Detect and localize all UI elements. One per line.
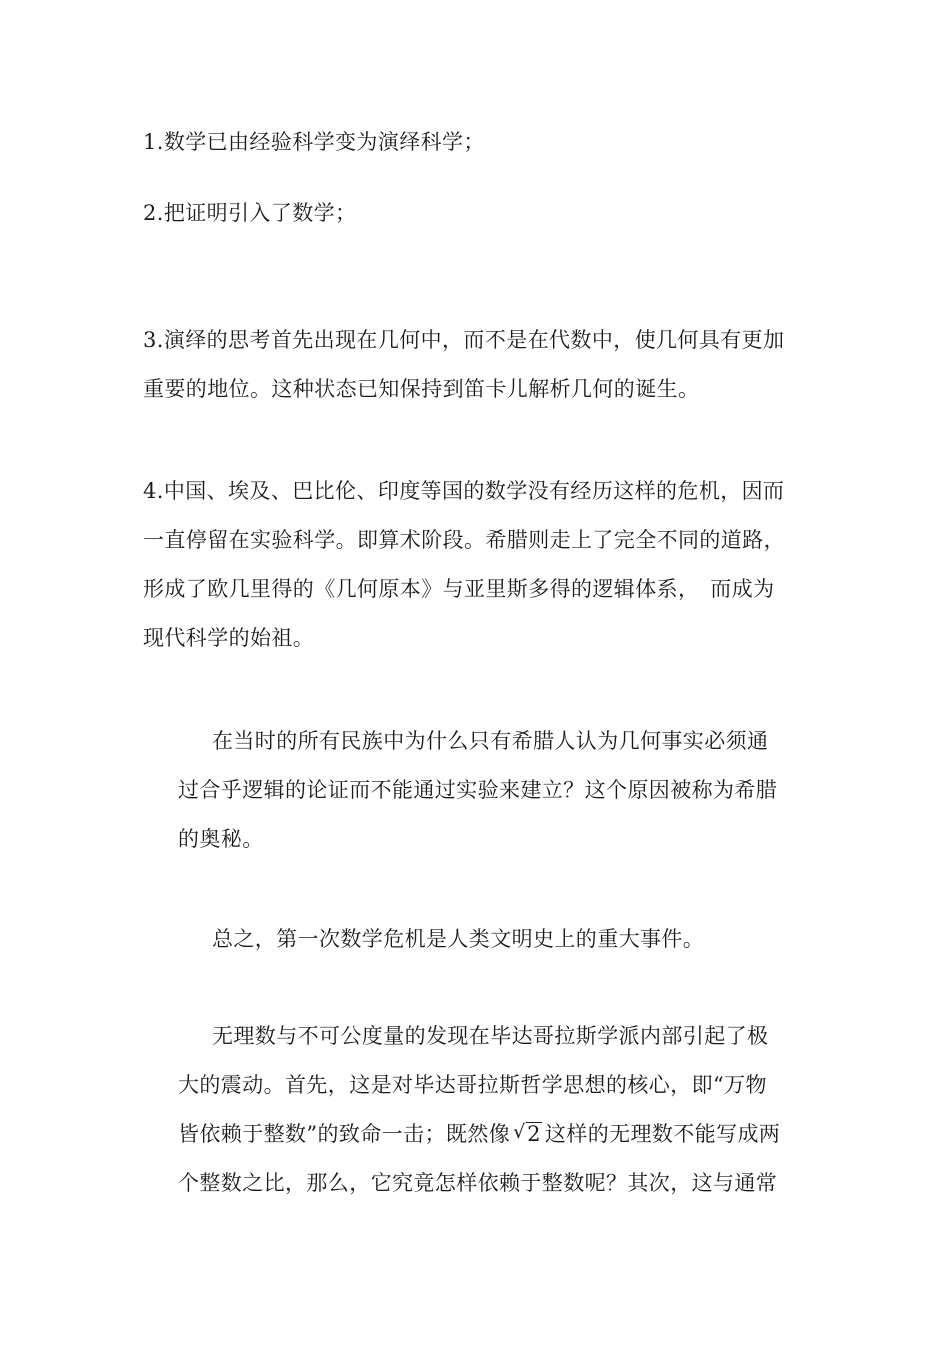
radical-sign-icon: √ xyxy=(513,1121,526,1143)
text-line: 现代科学的始祖。 xyxy=(143,626,315,650)
text-line: 无理数与不可公度量的发现在毕达哥拉斯学派内部引起了极 xyxy=(212,1024,769,1048)
text-line: 1.数学已由经验科学变为演绎科学； xyxy=(143,130,485,154)
text-line: 过合乎逻辑的论证而不能通过实验来建立？这个原因被称为希腊 xyxy=(178,778,778,802)
text-line: 重要的地位。这种状态已知保持到笛卡儿解析几何的诞生。 xyxy=(143,377,700,401)
text-line: 的奥秘。 xyxy=(178,827,264,851)
text-line: 3.演绎的思考首先出现在几何中，而不是在代数中，使几何具有更加 xyxy=(143,328,785,352)
paragraph-summary xyxy=(178,915,811,964)
sqrt-expression xyxy=(513,1110,542,1159)
list-item-1 xyxy=(143,118,811,167)
text-line: 总之，第一次数学危机是人类文明史上的重大事件。 xyxy=(212,927,705,951)
text-segment: 皆依赖于整数”的致命一击；既然像 xyxy=(178,1122,511,1146)
list-item-4 xyxy=(143,467,811,663)
text-line: 个整数之比，那么，它究竟怎样依赖于整数呢？其次，这与通常 xyxy=(178,1171,778,1195)
text-line: 在当时的所有民族中为什么只有希腊人认为几何事实必须通 xyxy=(212,729,769,753)
text-line: 形成了欧几里得的《几何原本》与亚里斯多得的逻辑体系， 而成为 xyxy=(143,577,775,601)
text-line: 4.中国、埃及、巴比伦、印度等国的数学没有经历这样的危机，因而 xyxy=(143,479,785,503)
list-item-2 xyxy=(143,189,811,238)
paragraph-greek-mystery xyxy=(178,717,811,864)
text-segment: 这样的无理数不能写成两 xyxy=(544,1122,781,1146)
text-line-with-sqrt xyxy=(178,1110,811,1159)
text-line: 大的震动。首先，这是对毕达哥拉斯哲学思想的核心，即“万物 xyxy=(178,1073,767,1097)
text-line: 2.把证明引入了数学； xyxy=(143,201,357,225)
text-line: 一直停留在实验科学。即算术阶段。希腊则走上了完全不同的道路， xyxy=(143,528,785,552)
sqrt-radicand: 2 xyxy=(527,1122,541,1146)
list-item-3 xyxy=(143,316,811,414)
paragraph-irrational-numbers xyxy=(178,1012,811,1208)
